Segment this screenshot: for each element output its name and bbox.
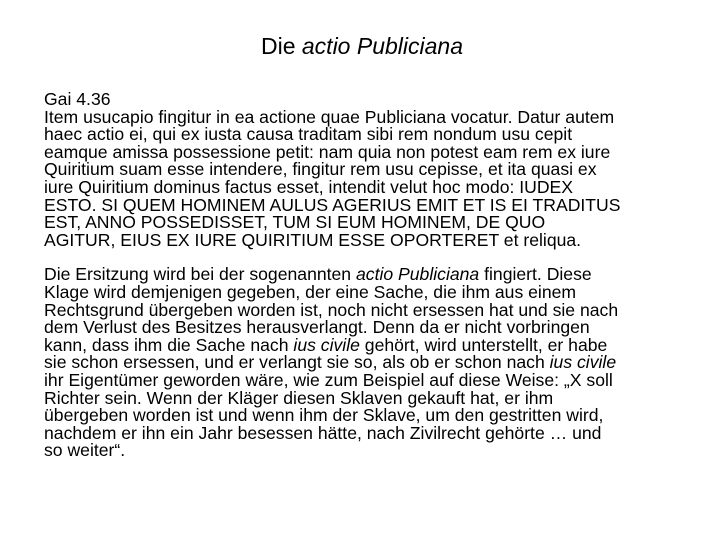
german-text: fingiert. Diese: [479, 264, 592, 285]
latin-line: Quiritium suam esse intendere, fingitur rem usu cepisse, et ita quasi ex: [44, 159, 597, 180]
german-text: sie schon ersessen, und er verlangt sie so, als ob er schon nach: [44, 352, 550, 373]
german-italic-term: ius civile: [549, 352, 617, 373]
german-line: Richter sein. Wenn der Kläger diesen Sklaven gekauft hat, er ihm: [44, 387, 554, 408]
german-italic-term: actio Publiciana: [355, 264, 480, 285]
slide-title: [0, 32, 720, 60]
slide-body: [44, 91, 704, 460]
german-line: übergeben worden ist und wenn ihm der Sklave, um den gestritten wird,: [44, 405, 604, 426]
german-text: gehört, wird unterstellt, er habe: [359, 334, 608, 355]
german-text: kann, dass ihm die Sache nach: [44, 334, 294, 355]
latin-line: haec actio ei, qui ex iusta causa traditam sibi rem nondum usu cepit: [44, 124, 573, 145]
latin-line: EST, ANNO POSSEDISSET, TUM SI EUM HOMINEM, DE QUO: [44, 212, 546, 233]
title-prefix: Die: [260, 33, 302, 59]
german-paragraph: [44, 266, 704, 460]
latin-line: iure Quiritium dominus factus esset, intendit velut hoc modo: IUDEX: [44, 176, 574, 197]
german-line: nachdem er ihn ein Jahr besessen hätte, nach Zivilrecht gehörte … und: [44, 422, 602, 443]
german-italic-term: ius civile: [293, 334, 360, 355]
latin-paragraph: [44, 91, 704, 249]
latin-source: Gai 4.36: [44, 89, 111, 109]
german-line: Rechtsgrund übergeben worden ist, noch nicht ersessen hat und sie nach: [44, 299, 619, 320]
title-italic: actio Publiciana: [301, 33, 463, 59]
latin-line: ESTO. SI QUEM HOMINEM AULUS AGERIUS EMIT ET IS EI TRADITUS: [44, 194, 621, 215]
german-text: Die Ersitzung wird bei der sogenannten: [44, 264, 356, 285]
latin-line: Item usucapio fingitur in ea actione quae Publiciana vocatur. Datur autem: [44, 106, 615, 127]
latin-line: AGITUR, EIUS EX IURE QUIRITIUM ESSE OPORTERET et reliqua.: [44, 229, 582, 250]
german-line: dem Verlust des Besitzes herausverlangt. Denn da er nicht vorbringen: [44, 317, 590, 338]
latin-line: eamque amissa possessione petit: nam quia non potest eam rem ex iure: [44, 141, 611, 162]
german-line: so weiter“.: [44, 440, 126, 461]
german-line: Klage wird demjenigen gegeben, der eine Sache, die ihm aus einem: [44, 281, 577, 302]
german-line: ihr Eigentümer geworden wäre, wie zum Beispiel auf diese Weise: „X soll: [44, 369, 613, 390]
